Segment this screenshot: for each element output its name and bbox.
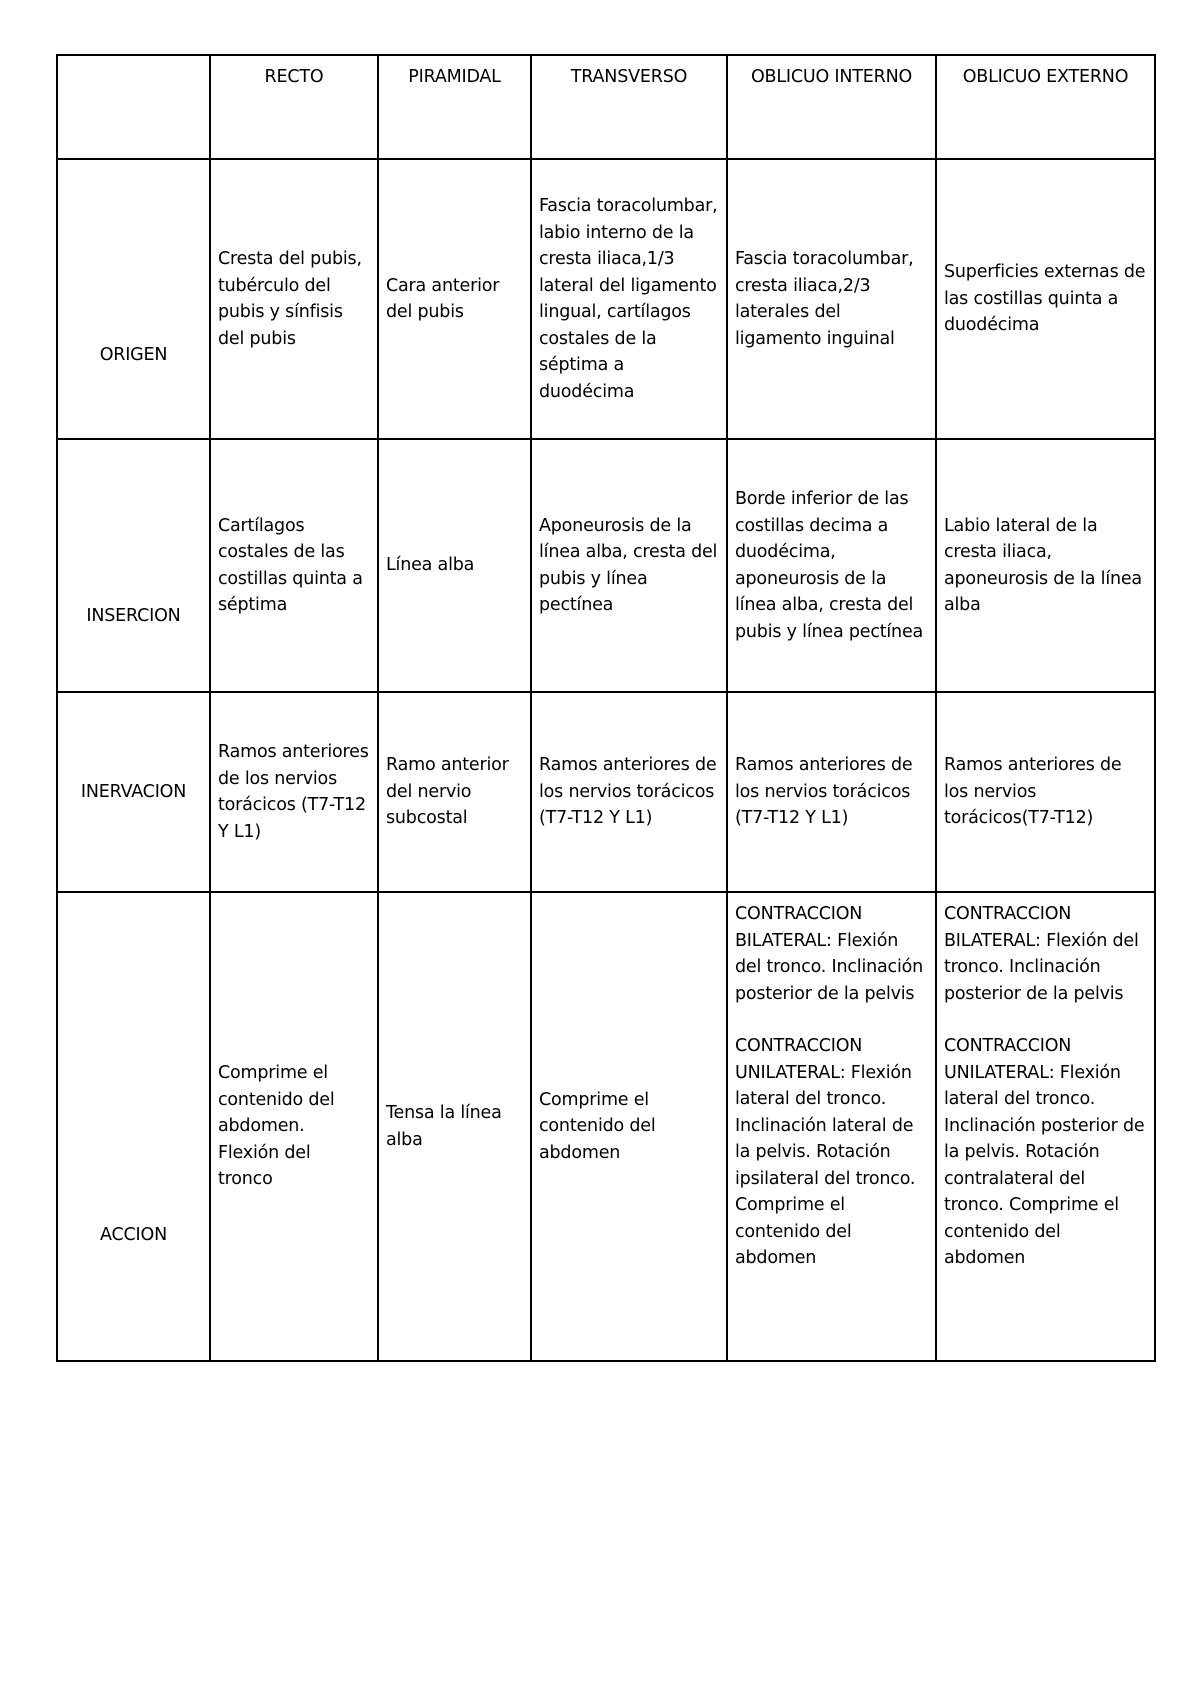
cell-origen-recto: Cresta del pubis, tubérculo del pubis y sínfisis del pubis — [210, 159, 378, 439]
row-origen — [57, 159, 1155, 439]
cell-insercion-oblicuo-externo: Labio lateral de la cresta iliaca, aponeurosis de la línea alba — [936, 439, 1155, 692]
header-row — [57, 55, 1155, 159]
corner-cell — [57, 55, 210, 159]
cell-origen-transverso: Fascia toracolumbar, labio interno de la cresta iliaca,1/3 lateral del ligamento lingual, cartílagos costales de la séptima a duodécima — [531, 159, 727, 439]
unilateral-paragraph: CONTRACCION UNILATERAL: Flexión lateral del tronco. Inclinación posterior de la pelvis. Rotación contralateral del tronco. Comprime el contenido del abdomen — [944, 1036, 1145, 1268]
unilateral-paragraph: CONTRACCION UNILATERAL: Flexión lateral del tronco. Inclinación lateral de la pelvis. Rotación ipsilateral del tronco. Comprime el contenido del abdomen — [735, 1036, 916, 1268]
bilateral-paragraph: CONTRACCION BILATERAL: Flexión del tronco. Inclinación posterior de la pelvis — [944, 904, 1139, 1004]
cell-insercion-recto: Cartílagos costales de las costillas quinta a séptima — [210, 439, 378, 692]
cell-insercion-piramidal: Línea alba — [378, 439, 531, 692]
cell-accion-recto: Comprime el contenido del abdomen. Flexión del tronco — [210, 892, 378, 1361]
row-accion — [57, 892, 1155, 1361]
cell-accion-oblicuo-interno — [727, 892, 936, 1361]
cell-origen-oblicuo-interno: Fascia toracolumbar, cresta iliaca,2/3 laterales del ligamento inguinal — [727, 159, 936, 439]
cell-accion-transverso: Comprime el contenido del abdomen — [531, 892, 727, 1361]
row-label-text: INERVACION — [80, 782, 187, 802]
header-transverso: TRANSVERSO — [531, 55, 727, 159]
abdominal-muscles-table — [56, 54, 1156, 1362]
cell-inervacion-recto: Ramos anteriores de los nervios torácicos (T7-T12 Y L1) — [210, 692, 378, 892]
header-oblicuo-interno: OBLICUO INTERNO — [727, 55, 936, 159]
row-label-text: INSERCION — [86, 605, 181, 626]
cell-accion-piramidal: Tensa la línea alba — [378, 892, 531, 1361]
row-label-text: ACCION — [100, 1224, 167, 1245]
cell-inervacion-piramidal: Ramo anterior del nervio subcostal — [378, 692, 531, 892]
header-recto: RECTO — [210, 55, 378, 159]
cell-insercion-transverso: Aponeurosis de la línea alba, cresta del pubis y línea pectínea — [531, 439, 727, 692]
row-label-origen — [57, 159, 210, 439]
cell-insercion-oblicuo-interno: Borde inferior de las costillas decima a duodécima, aponeurosis de la línea alba, cresta del pubis y línea pectínea — [727, 439, 936, 692]
row-label-accion — [57, 892, 210, 1361]
cell-accion-oblicuo-externo — [936, 892, 1155, 1361]
cell-inervacion-oblicuo-interno: Ramos anteriores de los nervios torácicos (T7-T12 Y L1) — [727, 692, 936, 892]
row-label-insercion — [57, 439, 210, 692]
row-inervacion — [57, 692, 1155, 892]
cell-inervacion-oblicuo-externo: Ramos anteriores de los nervios torácicos(T7-T12) — [936, 692, 1155, 892]
row-insercion — [57, 439, 1155, 692]
cell-origen-piramidal: Cara anterior del pubis — [378, 159, 531, 439]
cell-origen-oblicuo-externo: Superficies externas de las costillas quinta a duodécima — [936, 159, 1155, 439]
row-label-inervacion — [57, 692, 210, 892]
cell-inervacion-transverso: Ramos anteriores de los nervios torácicos (T7-T12 Y L1) — [531, 692, 727, 892]
bilateral-paragraph: CONTRACCION BILATERAL: Flexión del tronco. Inclinación posterior de la pelvis — [735, 904, 924, 1004]
header-oblicuo-externo: OBLICUO EXTERNO — [936, 55, 1155, 159]
row-label-text: ORIGEN — [99, 344, 168, 365]
header-piramidal: PIRAMIDAL — [378, 55, 531, 159]
